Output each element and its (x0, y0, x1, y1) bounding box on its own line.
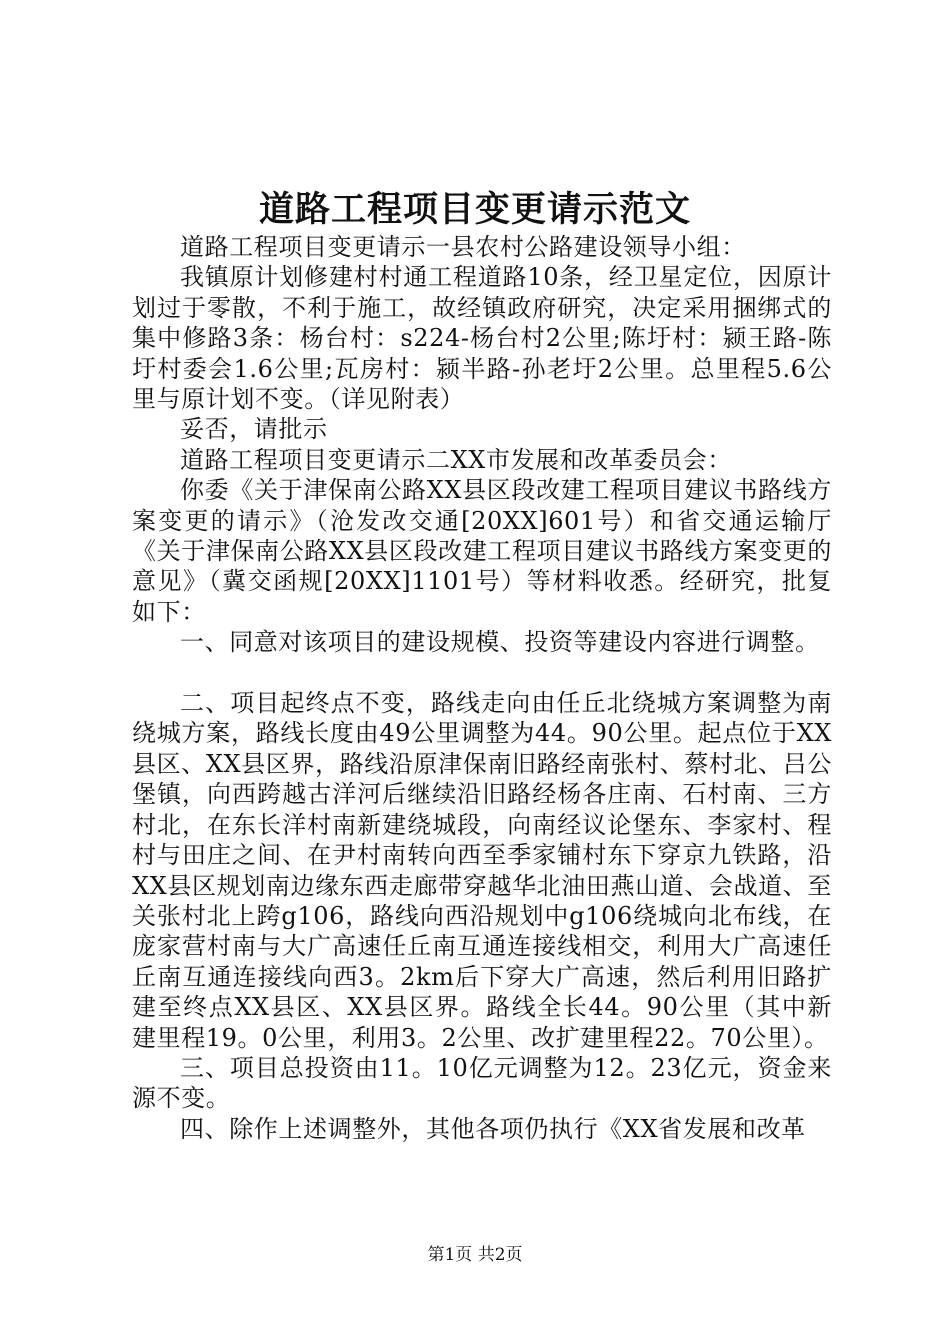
paragraph-4: 道路工程项目变更请示二XX市发展和改革委员会： (180, 445, 732, 474)
blank-line (132, 658, 832, 688)
document-title: 道路工程项目变更请示范文 (258, 189, 691, 230)
paragraph-9: 四、除作上述调整外，其他各项仍执行《XX省发展和改革 (180, 1114, 806, 1143)
paragraph-5: 你委《关于津保南公路XX县区段改建工程项目建议书路线方案变更的请示》（沧发改交通[20XX]601号）和省交通运输厅《关于津保南公路XX县区段改建工程项目建议书路线方案变更的意见》（冀交函规[20XX]1101号）等材料收悉。经研究，批复如下： (132, 476, 832, 626)
document-body (132, 232, 832, 1144)
paragraph-3: 妥否，请批示 (180, 415, 328, 444)
paragraph-6: 一、同意对该项目的建设规模、投资等建设内容进行调整。 (180, 628, 820, 657)
paragraph-7: 二、项目起终点不变，路线走向由任丘北绕城方案调整为南绕城方案，路线长度由49公里调整为44。90公里。起点位于XX县区、XX县区界，路线沿原津保南旧路经南张村、蔡村北、吕公堡镇，向西跨越古洋河后继续沿旧路经杨各庄南、石村南、三方村北，在东长洋村南新建绕城段，向南经议论堡东、李家村、程村与田庄之间、在尹村南转向西至季家铺村东下穿京九铁路，沿XX县区规划南边缘东西走廊带穿越华北油田燕山道、会战道、至关张村北上跨g106，路线向西沿规划中g106绕城向北布线，在庞家营村南与大广高速任丘南互通连接线相交，利用大广高速任丘南互通连接线向西3。2km后下穿大广高速，然后利用旧路扩建至终点XX县区、XX县区界。路线全长44。90公里（其中新建里程19。0公里，利用3。2公里、改扩建里程22。70公里）。 (132, 689, 832, 1052)
page-number: 第1页 共2页 (427, 1245, 523, 1265)
paragraph-8: 三、项目总投资由11。10亿元调整为12。23亿元，资金来源不变。 (132, 1053, 832, 1113)
paragraph-2: 我镇原计划修建村村通工程道路10条，经卫星定位，因原计划过于零散，不利于施工，故经镇政府研究，决定采用捆绑式的集中修路3条：杨台村：s224-杨台村2公里;陈圩村：颍王路-陈圩村委会1.6公里;瓦房村：颍半路-孙老圩2公里。总里程5.6公里与原计划不变。（详见附表） (132, 263, 832, 414)
paragraph-1: 道路工程项目变更请示一县农村公路建设领导小组： (180, 233, 746, 261)
